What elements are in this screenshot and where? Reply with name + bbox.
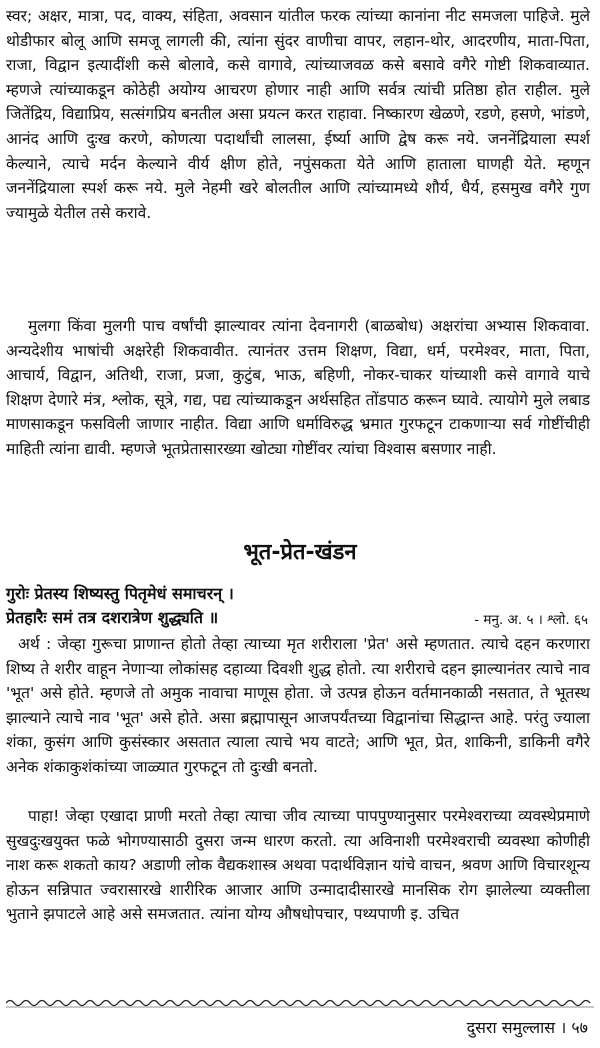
ornamental-divider: [6, 996, 594, 1010]
paragraph-script-education: मुलगा किंवा मुलगी पाच वर्षांची झाल्यावर त्यांना देवनागरी (बाळबोध) अक्षरांचा अभ्यास शिकवावा. अन्यदेशीय भाषांची अक्षरेही शिकवावीत. त्यानंतर उत्तम शिक्षण, विद्या, धर्म, परमेश्वर, माता, पिता, आचार्य, विद्वान, अतिथी, राजा, प्रजा, कुटुंब, भाऊ, बहिणी, नोकर-चाकर यांच्याशी कसे वागावे याचे शिक्षण देणारे मंत्र, श्लोक, सूत्रे, गद्य, पद्य त्यांच्याकडून अर्थसहित तोंडपाठ करून घ्यावे. त्यायोगे मुले लबाड माणसाकडून फसविली जाणार नाहीत. विद्या आणि धर्माविरुद्ध भ्रमात गुरफटून टाकणाऱ्या सर्व गोष्टींचीही माहिती त्यांना द्यावी. म्हणजे भूतप्रेतासारख्या खोट्या गोष्टींवर त्यांचा विश्वास बसणार नाही.: [6, 317, 590, 458]
verse-line-1: गुरोः प्रेतस्य शिष्यस्तु पितृमेधं समाचरन् ।: [6, 584, 234, 603]
paragraph-rebirth: पाहा! जेव्हा एखादा प्राणी मरतो तेव्हा त्याचा जीव त्याच्या पापपुण्यानुसार परमेश्वराच्या व्यवस्थेप्रमाणे सुखदुःखयुक्त फळे भोगण्यासाठी दुसरा जन्म धारण करतो. त्या अविनाशी परमेश्वराची व्यवस्था कोणीही नाश करू शकतो काय? अडाणी लोक वैद्यकशास्त्र अथवा पदार्थविज्ञान यांचे वाचन, श्रवण आणि विचारशून्य होऊन सन्निपात ज्वरासारखे शारीरिक आजार आणि उन्मादादीसारखे मानसिक रोग झालेल्या व्यक्तीला भुताने झपाटले आहे असे समजतात. त्यांना योग्य औषधोपचार, पथ्यपाणी इ. उचित: [6, 807, 590, 924]
section-heading: भूत-प्रेत-खंडन: [243, 540, 357, 565]
paragraph-meaning: अर्थ : जेव्हा गुरूचा प्राणान्त होतो तेव्हा त्याच्या मृत शरीराला 'प्रेत' असे म्हणतात. त्याचे दहन करणारा शिष्य ते शरीर वाहून नेणाऱ्या लोकांसह दहाव्या दिवशी शुद्ध होतो. त्या शरीराचे दहन झाल्यानंतर त्याचे नाव 'भूत' असे होते. म्हणजे तो अमुक नावाचा माणूस होता. जे उत्पन्न होऊन वर्तमानकाळी नसतात, ते भूतस्थ झाल्याने त्याचे नाव 'भूत' असे होते. असा ब्रह्मापासून आजपर्यंतच्या विद्वानांचा सिद्धान्त आहे. परंतु ज्याला शंका, कुसंग आणि कुसंस्कार असतात त्याला त्याचे भय वाटते; आणि भूत, प्रेत, शाकिनी, डाकिनी वगैरे अनेक शंकाकुशंकांच्या जाळ्यात गुरफटून तो दुःखी बनतो.: [6, 635, 590, 776]
paragraph-child-etiquette: स्वर; अक्षर, मात्रा, पद, वाक्य, संहिता, अवसान यांतील फरक त्यांच्या कानांना नीट समजला पाहिजे. मुले थोडीफार बोलू आणि समजू लागली की, त्यांना सुंदर वाणीचा वापर, लहान-थोर, आदरणीय, माता-पिता, राजा, विद्वान इत्यादींशी कसे बोलावे, कसे वागावे, त्यांच्याजवळ कसे बसावे वगैरे गोष्टी शिकवाव्यात. म्हणजे त्यांच्याकडून कोठेही अयोग्य आचरण होणार नाही आणि सर्वत्र त्यांची प्रतिष्ठा होत राहील. मुले जितेंद्रिय, विद्याप्रिय, सत्संगप्रिय बनतील असा प्रयत्न करत राहावा. निष्कारण खेळणे, रडणे, हसणे, भांडणे, आनंद आणि दुःख करणे, कोणत्या पदार्थांची लालसा, ईर्ष्या आणि द्वेष करू नये. जननेंद्रियाला स्पर्श केल्याने, त्याचे मर्दन केल्याने वीर्य क्षीण होते, नपुंसकता येते आणि हाताला घाणही येते. म्हणून जननेंद्रियाला स्पर्श करू नये. मुले नेहमी खरे बोलतील आणि त्यांच्यामध्ये शौर्य, धैर्य, हसमुख वगैरे गुण ज्यामुळे येतील तसे करावे.: [6, 7, 590, 222]
verse-line-2: प्रेतहारैः समं तत्र दशरात्रेण शुद्ध्यति ॥: [6, 608, 219, 627]
page-footer: दुसरा समुल्लास । ५७: [466, 1018, 588, 1037]
verse-reference: - मनु. अ. ५ । श्लो. ६५: [474, 612, 588, 628]
